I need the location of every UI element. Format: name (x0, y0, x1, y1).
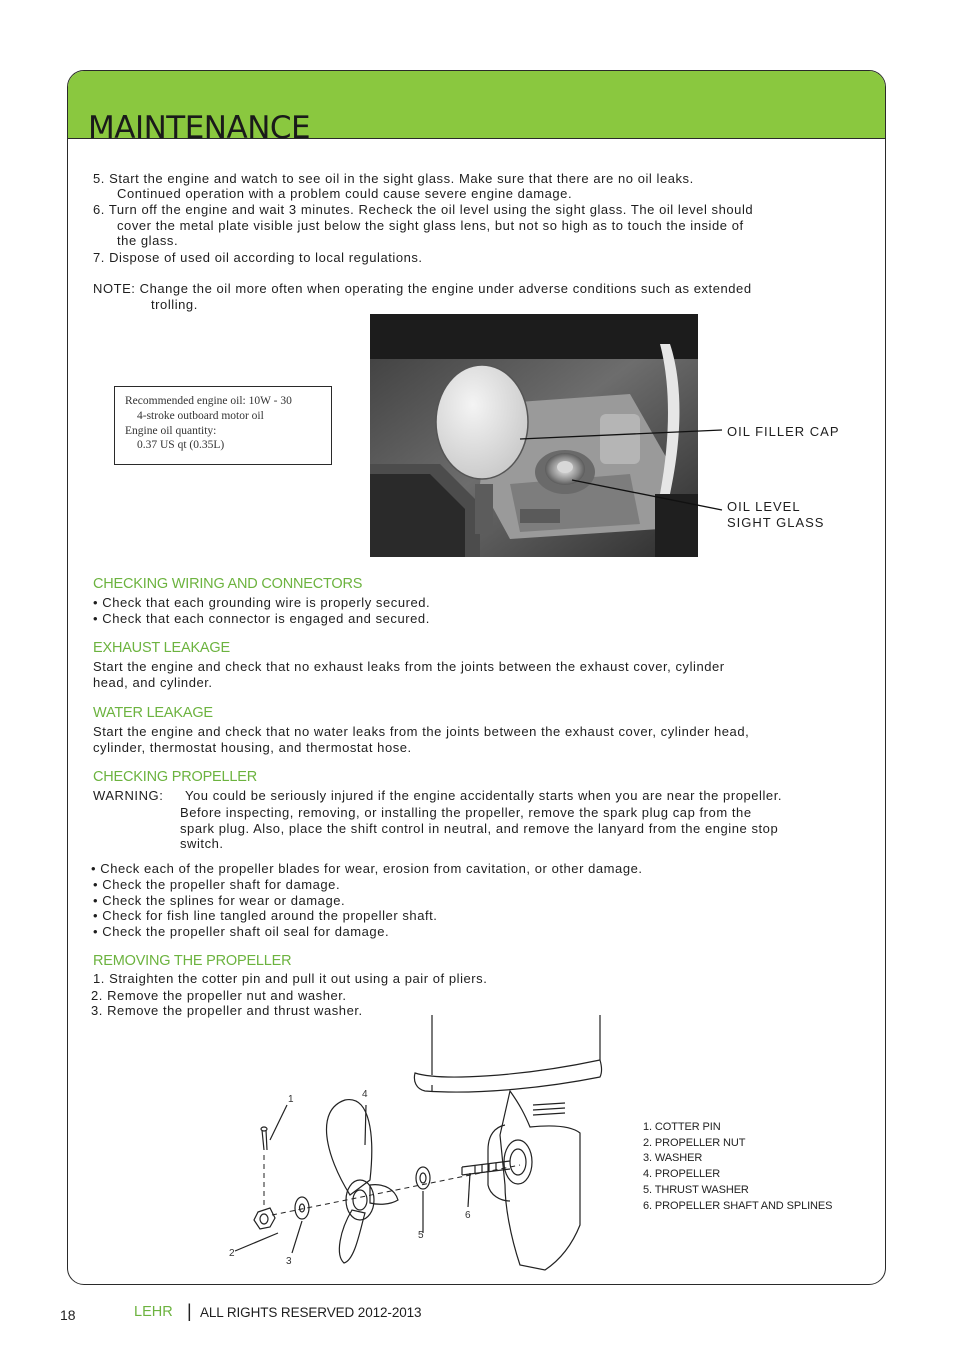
title-banner (68, 71, 885, 146)
warning-line-2: Before inspecting, removing, or installing the propeller, remove the spark plug cap from the (180, 805, 752, 820)
warning-line-3: spark plug. Also, place the shift control in neutral, and remove the lanyard from the engine stop (180, 821, 779, 836)
propeller-remove-heading: REMOVING THE PROPELLER (93, 953, 292, 969)
propeller-check-heading: CHECKING PROPELLER (93, 769, 257, 785)
warning-line-4: switch. (180, 836, 224, 851)
note-line-1: NOTE: Change the oil more often when operating the engine under adverse conditions such as extended (93, 281, 752, 296)
callout-number-3: 3 (286, 1256, 292, 1267)
copyright-text: ALL RIGHTS RESERVED 2012-2013 (200, 1305, 422, 1320)
propeller-check-item-1: • Check each of the propeller blades for wear, erosion from cavitation, or other damage. (91, 861, 643, 876)
oil-spec-line-2: 4-stroke outboard motor oil (137, 409, 264, 422)
sight-glass-label: SIGHT GLASS (727, 515, 825, 530)
warning-label: WARNING: (93, 788, 164, 803)
oil-spec-box (114, 386, 332, 465)
callout-number-5: 5 (418, 1230, 424, 1241)
parts-list-item: 2. PROPELLER NUT (643, 1136, 746, 1149)
wiring-item-1: • Check that each grounding wire is properly secured. (93, 595, 431, 610)
exhaust-line-2: head, and cylinder. (93, 675, 213, 690)
callout-number-2: 2 (229, 1248, 235, 1259)
propeller-check-item-5: • Check the propeller shaft oil seal for damage. (93, 924, 390, 939)
propeller-check-item-3: • Check the splines for wear or damage. (93, 893, 346, 908)
exhaust-line-1: Start the engine and check that no exhaust leaks from the joints between the exhaust cover, cylinder (93, 659, 725, 674)
warning-line-1: You could be seriously injured if the engine accidentally starts when you are near the propeller. (185, 788, 783, 803)
step-6-line-2: cover the metal plate visible just below the sight glass lens, but not so high as to touch the inside of (117, 218, 744, 233)
parts-list-item: 6. PROPELLER SHAFT AND SPLINES (643, 1199, 833, 1212)
wiring-item-2: • Check that each connector is engaged and secured. (93, 611, 430, 626)
propeller-check-item-2: • Check the propeller shaft for damage. (93, 877, 341, 892)
page-title: MAINTENANCE (88, 109, 311, 146)
water-line-1: Start the engine and check that no water leaks from the joints between the exhaust cover, cylinder head, (93, 724, 750, 739)
callout-number-4: 4 (362, 1089, 368, 1100)
step-5-line-1: 5. Start the engine and watch to see oil in the sight glass. Make sure that there are no oil leaks. (93, 171, 694, 186)
parts-list-item: 4. PROPELLER (643, 1168, 721, 1181)
callout-number-6: 6 (465, 1210, 471, 1221)
parts-list (643, 1120, 832, 1214)
footer-separator: | (187, 1301, 192, 1321)
propeller-check-item-4: • Check for fish line tangled around the propeller shaft. (93, 908, 438, 923)
page-number: 18 (60, 1307, 76, 1323)
step-5-line-2: Continued operation with a problem could cause severe engine damage. (117, 186, 573, 201)
remove-step-2: 2. Remove the propeller nut and washer. (91, 988, 347, 1003)
step-6-line-3: the glass. (117, 233, 179, 248)
parts-list-item: 5. THRUST WASHER (643, 1183, 749, 1196)
exhaust-heading: EXHAUST LEAKAGE (93, 640, 230, 656)
parts-list-item: 3. WASHER (643, 1152, 703, 1165)
step-6-line-1: 6. Turn off the engine and wait 3 minutes. Recheck the oil level using the sight glass. The oil level should (93, 202, 754, 217)
callout-number-1: 1 (288, 1094, 294, 1105)
oil-spec-line-4: 0.37 US qt (0.35L) (137, 439, 225, 452)
water-line-2: cylinder, thermostat housing, and thermostat hose. (93, 740, 412, 755)
brand-name: LEHR (134, 1304, 173, 1320)
engine-oil-photo (370, 314, 698, 557)
oil-filler-cap-label: OIL FILLER CAP (727, 424, 840, 439)
step-7-line-1: 7. Dispose of used oil according to local regulations. (93, 250, 423, 265)
water-heading: WATER LEAKAGE (93, 705, 213, 721)
remove-step-1: 1. Straighten the cotter pin and pull it out using a pair of pliers. (93, 971, 488, 986)
parts-list-item: 1. COTTER PIN (643, 1121, 721, 1133)
wiring-heading: CHECKING WIRING AND CONNECTORS (93, 576, 363, 592)
propeller-exploded-diagram (220, 1015, 640, 1275)
oil-spec-line-3: Engine oil quantity: (125, 424, 217, 437)
note-line-2: trolling. (151, 297, 198, 312)
oil-spec-line-1: Recommended engine oil: 10W - 30 (125, 395, 292, 407)
oil-level-label: OIL LEVEL (727, 499, 801, 514)
remove-step-3: 3. Remove the propeller and thrust washer. (91, 1003, 363, 1018)
